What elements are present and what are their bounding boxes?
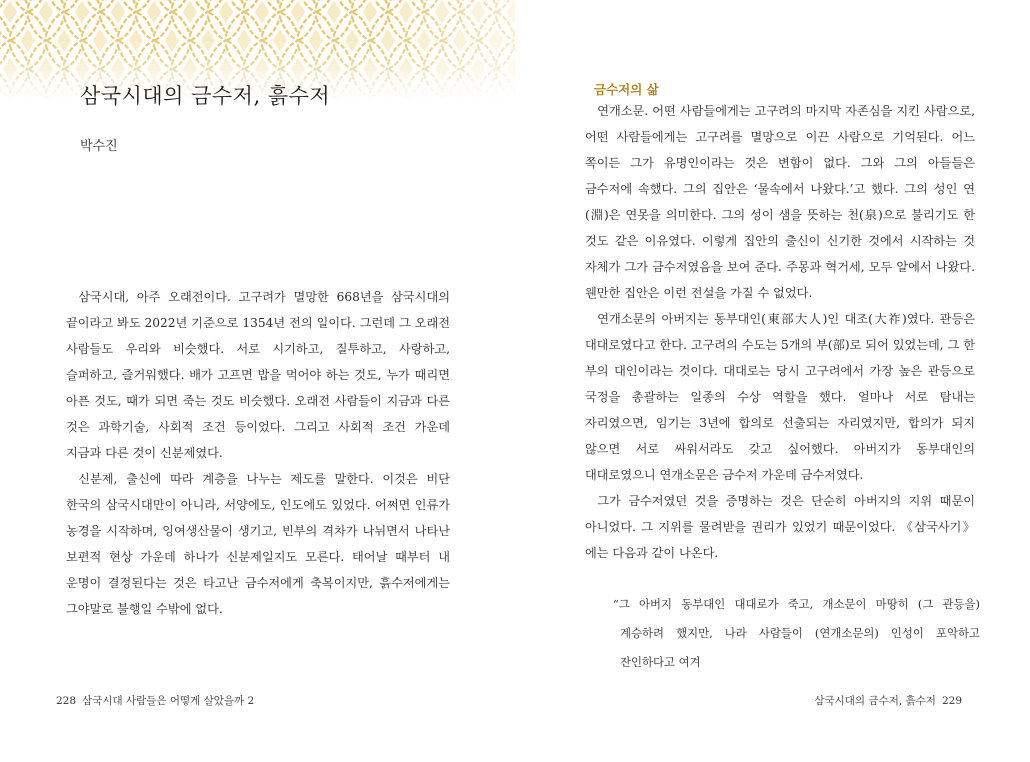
paragraph: 신분제, 출신에 따라 계층을 나누는 제도를 말한다. 이것은 비단 한국의 삼국시대만이 아니라, 서양에도, 인도에도 있었다. 어쩌면 인류가 농경을 시작하며, 잉여생산물이 생기고, 빈부의 격차가 나뉘면서 나타난 보편적 현상 가운데 하나가 신분제일지도 모른다. 태어날 때부터 내 운명이 결정된다는 것은 타고난 금수저에게 축복이지만, 흙수저에게는 그야말로 불행일 수밖에 없다.: [66, 472, 450, 616]
paragraph: 연개소문의 아버지는 동부대인(東部大人)인 대조(大祚)였다. 관등은 대대로였다고 한다. 고구려의 수도는 5개의 부(部)로 되어 있었는데, 그 한 부의 대인이라는 것이다. 대대로는 당시 고구려에서 가장 높은 관등으로 국정을 총괄하는 일종의 수상 역할을 했다. 얼마나 서로 탐내는 자리였으면, 임기는 3년에 합의로 선출되는 자리였지만, 합의가 되지 않으면 서로 싸워서라도 갖고 싶어했다. 아버지가 동부대인의 대대로였으니 연개소문은 금수저 가운데 금수저였다.: [585, 312, 975, 482]
paragraph: 그가 금수저였던 것을 증명하는 것은 단순히 아버지의 지위 때문이 아니었다. 그 지위를 물려받을 권리가 있었기 때문이었다. 《삼국사기》에는 다음과 같이 나온다.: [585, 494, 975, 560]
author-name: 박수진: [80, 139, 118, 154]
running-title: 삼국시대의 금수저, 흙수저: [814, 695, 936, 707]
paragraph: 삼국시대, 아주 오래전이다. 고구려가 멸망한 668년을 삼국시대의 끝이라고 봐도 2022년 기준으로 1354년 전의 일이다. 그런데 그 오래전 사람들도 우리와 비슷했다. 서로 시기하고, 질투하고, 사랑하고, 슬퍼하고, 즐거워했다. 배가 고프면 밥을 먹어야 하는 것도, 누가 때리면 아픈 것도, 때가 되면 죽는 것도 비슷했다. 오래전 사람들이 지금과 다른 것은 과학기술, 사회적 조건 등이었다. 그리고 사회적 조건 가운데 지금과 다른 것이 신분제였다.: [66, 290, 450, 460]
right-page: [515, 0, 1030, 762]
page-number: 228: [56, 695, 77, 707]
page-number: 229: [941, 695, 962, 707]
left-footer: [56, 693, 254, 708]
running-title: 삼국시대 사람들은 어떻게 살았을까 2: [82, 695, 255, 707]
paragraph: 연개소문. 어떤 사람들에게는 고구려의 마지막 자존심을 지킨 사람으로, 어떤 사람들에게는 고구려를 멸망으로 이끈 사람으로 기억된다. 어느 쪽이든 그가 유명인이라는 것은 변함이 없다. 그와 그의 아들들은 금수저에 속했다. 그의 집안은 ‘물속에서 나왔다.’고 했다. 그의 성인 연(淵)은 연못을 의미한다. 그의 성이 샘을 뜻하는 천(泉)으로 불리기도 한 것도 같은 이유였다. 이렇게 집안의 출신이 신기한 것에서 시작하는 것 자체가 그가 금수저였음을 보여 준다. 주몽과 혁거세, 모두 알에서 나왔다. 웬만한 집안은 이런 전설을 가질 수 없었다.: [585, 104, 975, 300]
section-heading: 금수저의 삶: [594, 82, 659, 97]
block-quote: “그 아버지 동부대인 대대로가 죽고, 개소문이 마땅히 (그 관등을) 계승하려 했지만, 나라 사람들이 (연개소문의) 인성이 포악하고 잔인하다고 여겨: [613, 597, 980, 669]
chapter-title: 삼국시대의 금수저, 흙수저: [80, 84, 331, 108]
right-footer: [814, 693, 962, 708]
left-body-text: [66, 284, 450, 622]
right-body-text: [585, 98, 975, 566]
